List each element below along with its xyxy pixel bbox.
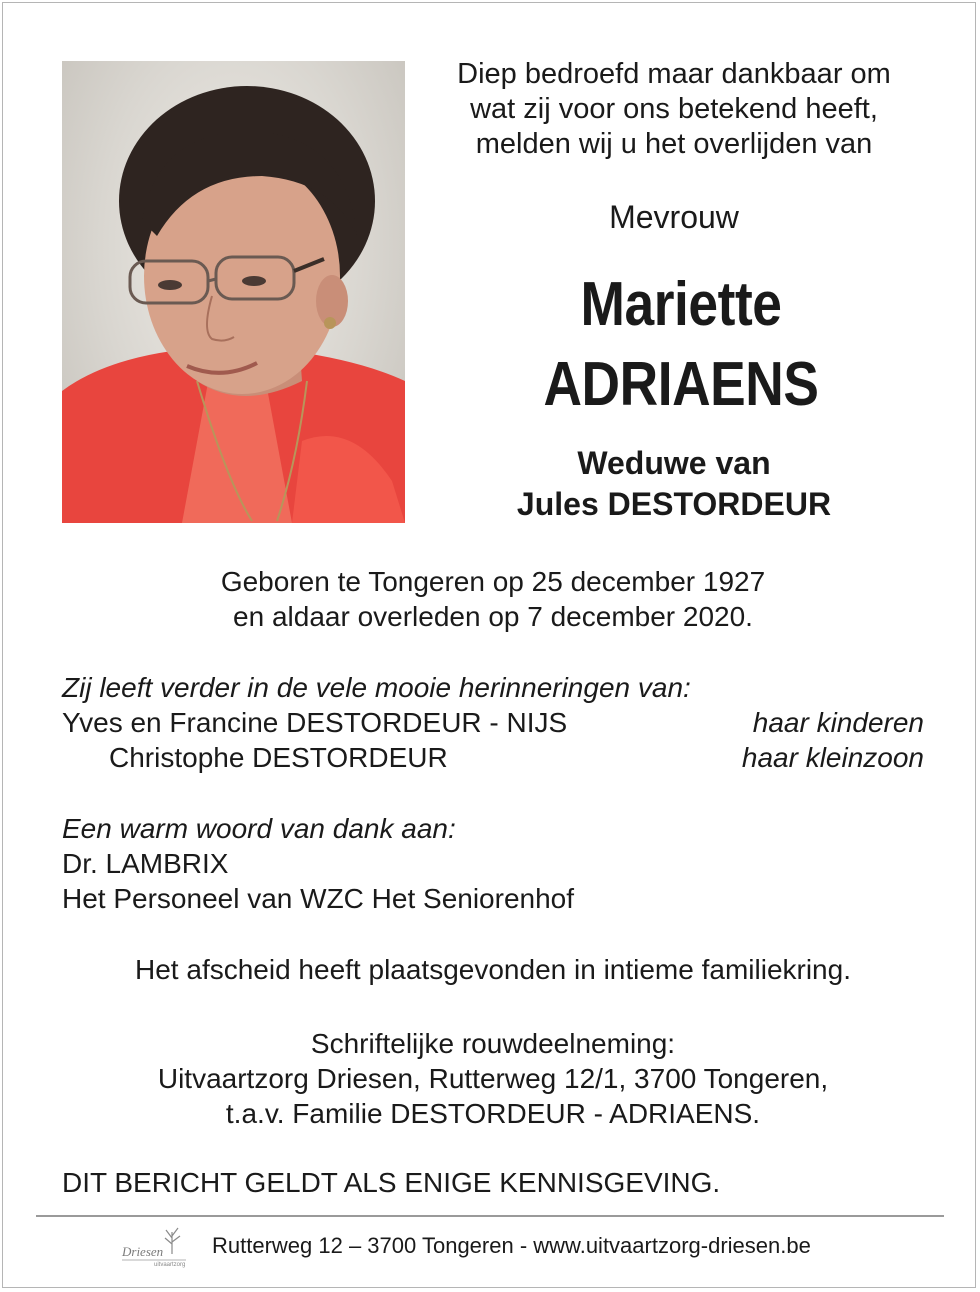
birth-line: Geboren te Tongeren op 25 december 1927 bbox=[220, 566, 766, 597]
footer-divider bbox=[36, 1215, 944, 1217]
honorific: Mevrouw bbox=[609, 199, 739, 235]
memories-heading: Zij leeft verder in de vele mooie herinneringen van: bbox=[62, 672, 691, 703]
condolence-info bbox=[3, 1026, 980, 1131]
portrait-illustration bbox=[62, 61, 405, 523]
intro-line: wat zij voor ons betekend heeft, bbox=[470, 93, 878, 125]
condolence-line: Schriftelijke rouwdeelneming: bbox=[310, 1028, 676, 1059]
thanks-line: Het Personeel van WZC Het Seniorenhof bbox=[62, 883, 575, 914]
death-line: en aldaar overleden op 7 december 2020. bbox=[233, 601, 753, 632]
condolence-line: t.a.v. Familie DESTORDEUR - ADRIAENS. bbox=[225, 1098, 761, 1129]
intro-text bbox=[421, 57, 927, 162]
relative-row bbox=[62, 742, 924, 777]
tree-logo-icon bbox=[120, 1224, 196, 1270]
intro-line: melden wij u het overlijden van bbox=[475, 128, 873, 160]
last-name: ADRIAENS bbox=[543, 350, 819, 419]
widow-label: Weduwe van bbox=[577, 445, 771, 481]
funeral-home-logo bbox=[120, 1224, 196, 1270]
deceased-name bbox=[457, 265, 904, 425]
spouse-name: Jules DESTORDEUR bbox=[516, 486, 832, 522]
official-notice: DIT BERICHT GELDT ALS ENIGE KENNISGEVING. bbox=[62, 1167, 721, 1198]
footer-contact: Rutterweg 12 – 3700 Tongeren - www.uitvaartzorg-driesen.be bbox=[212, 1233, 811, 1258]
relative-relation: haar kleinzoon bbox=[741, 742, 924, 773]
thanks-line: Dr. LAMBRIX bbox=[62, 848, 229, 879]
thanks-heading: Een warm woord van dank aan: bbox=[62, 813, 456, 844]
relative-relation: haar kinderen bbox=[752, 707, 924, 738]
logo-text: Driesen bbox=[122, 1244, 164, 1259]
intro-line: Diep bedroefd maar dankbaar om bbox=[457, 58, 891, 90]
farewell-text: Het afscheid heeft plaatsgevonden in intieme familiekring. bbox=[135, 954, 851, 985]
logo-subtext: uitvaartzorg bbox=[154, 1262, 186, 1268]
relative-name: Yves en Francine DESTORDEUR - NIJS bbox=[62, 707, 568, 738]
relative-row bbox=[62, 707, 924, 742]
obituary-card bbox=[2, 2, 976, 1288]
widow-of bbox=[421, 443, 927, 525]
condolence-line: Uitvaartzorg Driesen, Rutterweg 12/1, 3700 Tongeren, bbox=[157, 1063, 829, 1094]
first-name: Mariette bbox=[580, 270, 782, 339]
portrait-photo bbox=[62, 61, 405, 523]
birth-death-info bbox=[3, 564, 980, 634]
relative-name: Christophe DESTORDEUR bbox=[109, 742, 448, 773]
